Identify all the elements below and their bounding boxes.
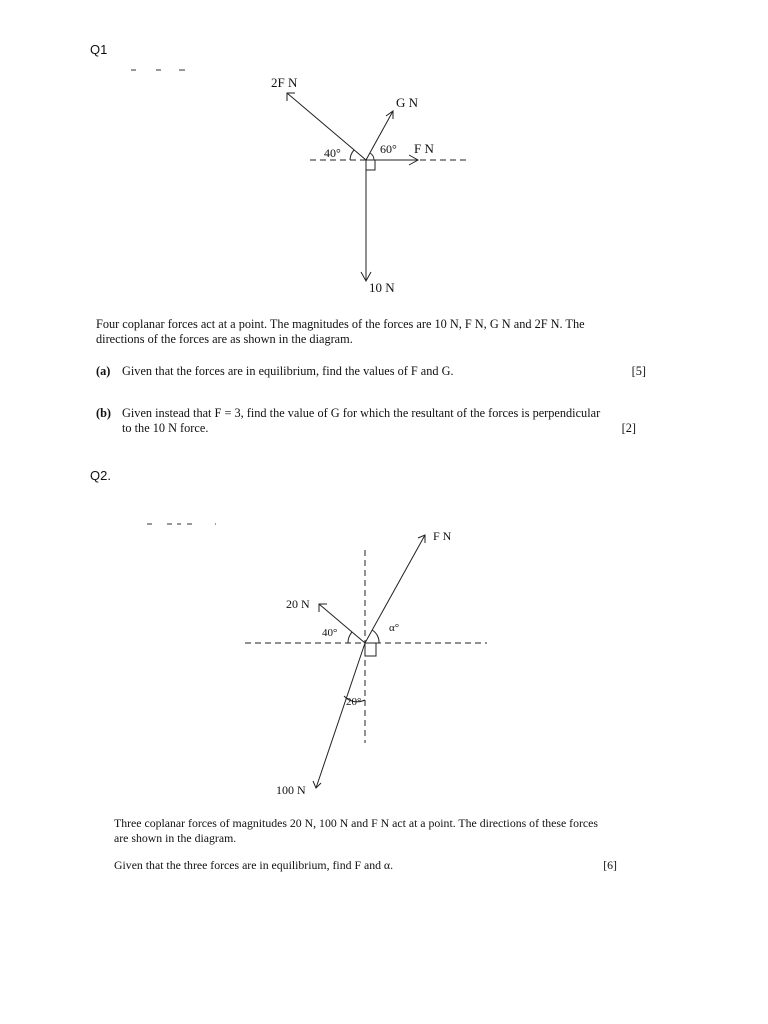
q1-part-b-line1: Given instead that F = 3, find the value of G for which the resultant of the forces is perpendicular [122,406,601,420]
q1-label-gn: G N [396,95,419,110]
q2-label: Q2. [90,468,111,483]
q2-intro-line2: are shown in the diagram. [114,831,237,845]
q2-force-diagram [0,500,768,810]
q1-intro-line2: directions of the forces are as shown in the diagram. [96,332,353,346]
q2-label-20n: 20 N [286,597,310,611]
q1-arc-40 [350,150,354,160]
q2-intro [114,816,634,846]
q1-part-a-text: Given that the forces are in equilibrium, find the values of F and G. [122,364,454,378]
q2-label-angle-40: 40° [322,627,338,639]
q1-arc-60 [370,153,374,160]
q1-intro-line1: Four coplanar forces act at a point. The magnitudes of the forces are 10 N, F N, G N and 2F N. The [96,317,585,331]
q1-part-b-label: (b) [96,406,112,420]
q1-arrow-10n [361,160,371,281]
q1-label-angle-60: 60° [380,142,397,156]
q1-part-a [96,364,646,379]
q1-part-a-label: (a) [96,364,111,378]
q1-part-b-marks: [2] [621,421,636,435]
q1-intro [96,317,666,347]
q1-label-fn: F N [414,141,434,156]
q1-part-a-marks: [5] [631,364,646,378]
q1-right-angle-marker [366,160,375,170]
q2-label-angle-alpha: α° [389,622,400,634]
q2-right-angle-marker [365,643,376,656]
q1-part-b [96,406,636,438]
q2-question-text: Given that the three forces are in equilibrium, find F and α. [114,858,394,872]
q1-label-angle-40: 40° [324,146,341,160]
q2-arc-40 [348,632,352,643]
q1-label: Q1 [90,42,108,57]
q2-label-100n: 100 N [276,783,306,797]
q1-force-diagram [0,0,768,310]
q2-intro-line1: Three coplanar forces of magnitudes 20 N, 100 N and F N act at a point. The directions of these forces [114,816,598,830]
q2-question [114,858,617,874]
q2-arrow-100n [313,643,365,788]
q2-label-angle-20: 20° [346,696,362,708]
q2-arc-alpha [372,630,379,643]
q2-label-fn: F N [433,529,452,543]
q1-part-b-line2: to the 10 N force. [122,421,209,435]
q1-label-10n: 10 N [369,280,395,295]
q2-marks: [6] [603,858,617,872]
q1-label-2fn: 2F N [271,75,298,90]
